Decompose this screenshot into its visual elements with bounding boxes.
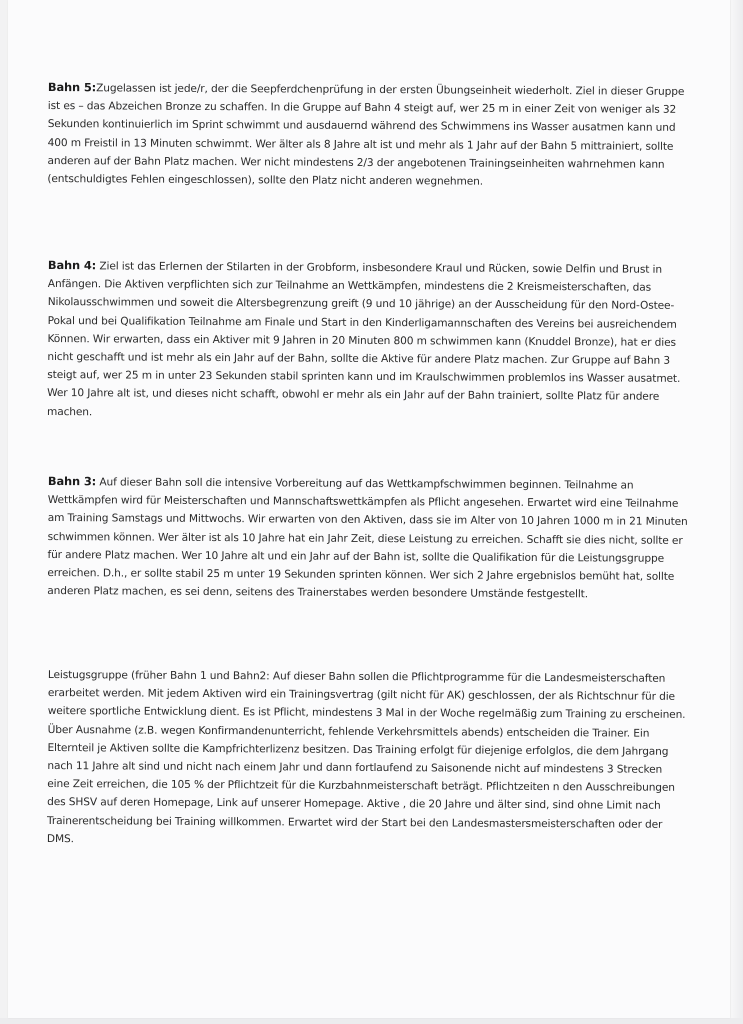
- section-body: Leistugsgruppe (früher Bahn 1 und Bahn2: Auf dieser Bahn sollen die Pflichtprogramme für die Landesmeisterschaften erarbeitet werden. Mit jedem Aktiven wird ein Trainingsvertrag (gilt nicht für AK) geschlossen, der als Richtschnur für die weitere sportliche Entwicklung dient. Es ist Pflicht, mindestens 3 Mal in der Woche regelmäßig zum Training zu erscheinen. Über Ausnahme (z.B. wegen Konfirmandenunterricht, fehlende Verkehrsmittels abends) entscheiden die Trainer. Ein Elternteil je Aktiven sollte die Kampfrichterlizenz besitzen. Das Training erfolgt für diejenige erfolglos, die dem Jahrgang nach 11 Jahre alt sind und nicht nach einem Jahr und dann fortlaufend zu Saisonende nicht auf mindestens 3 Strecken eine Zeit erreichen, die 105 % der Pflichtzeit für die Kurzbahnmeisterschaft beträgt. Pflichtzeiten n den Ausschreibungen des SHSV auf deren Homepage, Link auf unserer Homepage. Aktive , die 20 Jahre und älter sind, sind ohne Limit nach Trainerentscheidung bei Training willkommen. Erwartet wird der Start bei den Landesmastersmeisterschaften oder der DMS.: [46, 668, 686, 845]
- section-heading: Bahn 4:: [47, 257, 97, 273]
- section-bahn-3: [47, 472, 688, 604]
- section-leistungsgruppe: [47, 666, 688, 852]
- section-bahn-4: [47, 256, 688, 425]
- page-edge: [731, 0, 743, 1024]
- document-page: [8, 0, 730, 1018]
- section-body: Ziel ist das Erlernen der Stilarten in der Grobform, insbesondere Kraul und Rücken, sowie Delfin und Brust in Anfängen. Die Aktiven verpflichten sich zur Teilnahme an Wettkämpfen, mindestens die 2 Kreismeisterschaften, das Nikolausschwimmen und soweit die Altersbegrenzung greift (9 und 10 jährige) an der Ausscheidung für den Nord-Ostee-Pokal und bei Qualifikation Teilnahme am Finale und Start in den Kinderligamannschaften des Vereins bei ausreichendem Können. Wir erwarten, dass ein Aktiver mit 9 Jahren in 20 Minuten 800 m schwimmen kann (Knuddel Bronze), hat er dies nicht geschafft und ist mehr als ein Jahr auf der Bahn, sollte die Aktive für andere Platz machen. Zur Gruppe auf Bahn 3 steigt auf, wer 25 m in unter 23 Sekunden stabil sprinten kann und im Kraulschwimmen problemlos ins Wasser ausatmet. Wer 10 Jahre alt ist, und dieses nicht schafft, obwohl er mehr als ein Jahr auf der Bahn trainiert, sollte Platz für andere machen.: [47, 260, 681, 418]
- section-heading: Bahn 3:: [47, 473, 97, 489]
- section-body: Auf dieser Bahn soll die intensive Vorbereitung auf das Wettkampfschwimmen beginnen. Teilnahme an Wettkämpfen wird für Meisterschaften und Mannschaftswettkämpfen als Pflicht angesehen. Erwartet wird eine Teilnahme am Training Samstags und Mittwochs. Wir erwarten von den Aktiven, dass sie im Alter von 10 Jahren 1000 m in 21 Minuten schwimmen können. Wer älter ist als 10 Jahre hat ein Jahr Zeit, diese Leistung zu erreichen. Schafft sie dies nicht, sollte er für andere Platz machen. Wer 10 Jahre alt und ein Jahr auf der Bahn ist, sollte die Qualifikation für die Leistungsgruppe erreichen. D.h., er sollte stabil 25 m unter 19 Sekunden sprinten können. Wer sich 2 Jahre ergebnislos bemüht hat, sollte anderen Platz machen, es sei denn, seitens des Trainerstabes werden besondere Umstände festgestellt.: [47, 476, 688, 601]
- section-bahn-5: [47, 78, 688, 192]
- section-heading: Bahn 5:: [47, 79, 97, 95]
- page-edge-bottom: [0, 1018, 743, 1024]
- section-body: Zugelassen ist jede/r, der die Seepferdchenprüfung in der ersten Übungseinheit wiederholt. Ziel in dieser Gruppe ist es – das Abzeichen Bronze zu schaffen. In die Gruppe auf Bahn 4 steigt auf, wer 25 m in einer Zeit von weniger als 32 Sekunden kontinuierlich im Sprint schwimmt und ausdauernd während des Schwimmens ins Wasser ausatmen kann und 400 m Freistil in 13 Minuten schwimmt. Wer älter als 8 Jahre alt ist und mehr als 1 Jahr auf der Bahn 5 mittrainiert, sollte anderen auf der Bahn Platz machen. Wer nicht mindestens 2/3 der angebotenen Trainingseinheiten wahrnehmen kann (entschuldigtes Fehlen eingeschlossen), sollte den Platz nicht anderen wegnehmen.: [47, 82, 685, 188]
